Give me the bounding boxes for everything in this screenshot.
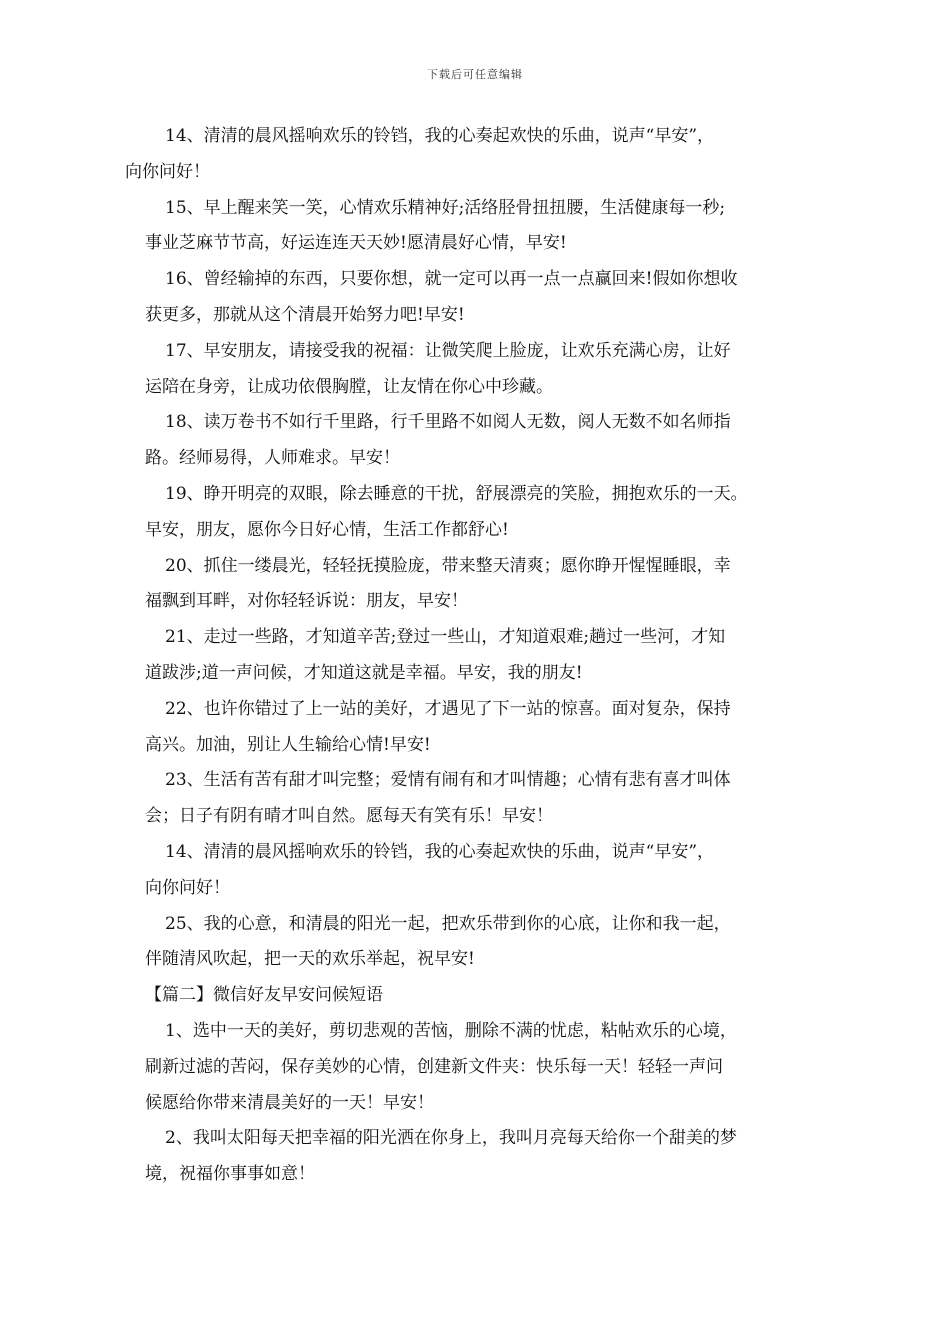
paragraph-22 [145,692,810,764]
paragraph-line: 候愿给你带来清晨美好的一天！早安！ [145,1092,434,1113]
paragraph-line: 22、也许你错过了上一站的美好，才遇见了下一站的惊喜。面对复杂，保持 [165,698,731,719]
paragraph-line: 17、早安朋友，请接受我的祝福：让微笑爬上脸庞，让欢乐充满心房，让好 [165,340,731,361]
paragraph-line: 1、选中一天的美好，剪切悲观的苦恼，删除不满的忧虑，粘帖欢乐的心境， [165,1020,737,1041]
paragraph-line: 高兴。加油，别让人生输给心情!早安! [145,734,431,755]
paragraph-line: 伴随清风吹起，把一天的欢乐举起，祝早安! [145,949,475,970]
document-body [125,119,810,1193]
paragraph-line: 道跋涉;道一声问候，才知道这就是幸福。早安，我的朋友! [145,662,583,683]
paragraph-line: 运陪在身旁，让成功依偎胸膛，让友情在你心中珍藏。 [145,376,553,397]
section-paragraph-1 [145,1014,810,1121]
paragraph-line: 刷新过滤的苦闷，保存美妙的心情，创建新文件夹：快乐每一天！轻轻一声问 [145,1056,723,1077]
paragraph-23 [145,763,810,835]
paragraph-14 [125,119,810,191]
paragraph-line: 18、读万卷书不如行千里路，行千里路不如阅人无数，阅人无数不如名师指 [165,412,731,433]
paragraph-line: 会；日子有阴有晴才叫自然。愿每天有笑有乐！早安！ [145,806,553,827]
paragraph-line: 获更多，那就从这个清晨开始努力吧!早安! [145,304,465,325]
paragraph-line: 向你问好！ [125,161,210,182]
paragraph-line: 14、清清的晨风摇响欢乐的铃铛，我的心奏起欢快的乐曲，说声“早安”， [165,841,715,862]
paragraph-15 [145,191,810,263]
paragraph-line: 福飘到耳畔，对你轻轻诉说：朋友，早安！ [145,591,468,612]
section-heading: 【篇二】微信好友早安问候短语 [145,985,383,1006]
paragraph-20 [145,549,810,621]
paragraph-line: 23、生活有苦有甜才叫完整；爱情有闹有和才叫情趣；心情有悲有喜才叫体 [165,770,731,791]
paragraph-25 [145,907,810,979]
paragraph-19 [145,477,810,549]
paragraph-line: 2、我叫太阳每天把幸福的阳光洒在你身上，我叫月亮每天给你一个甜美的梦 [165,1128,737,1149]
section-paragraph-2 [145,1121,810,1193]
paragraph-17 [145,334,810,406]
paragraph-21 [145,620,810,692]
paragraph-line: 境，祝福你事事如意！ [145,1164,315,1185]
paragraph-line: 事业芝麻节节高，好运连连天天妙!愿清晨好心情，早安! [145,233,567,254]
paragraph-line: 早安，朋友，愿你今日好心情，生活工作都舒心! [145,519,509,540]
paragraph-line: 14、清清的晨风摇响欢乐的铃铛，我的心奏起欢快的乐曲，说声“早安”， [165,126,715,146]
paragraph-16 [145,262,810,334]
paragraph-line: 25、我的心意，和清晨的阳光一起，把欢乐带到你的心底，让你和我一起， [165,913,731,934]
paragraph-line: 20、抓住一缕晨光，轻轻抚摸脸庞，带来整天清爽；愿你睁开惺惺睡眼，幸 [165,555,731,576]
paragraph-14-repeat [145,835,810,907]
paragraph-line: 19、睁开明亮的双眼，除去睡意的干扰，舒展漂亮的笑脸，拥抱欢乐的一天。 [165,483,748,504]
paragraph-18 [145,405,810,477]
paragraph-line: 向你问好！ [145,877,230,898]
paragraph-line: 15、早上醒来笑一笑，心情欢乐精神好;活络胫骨扭扭腰，生活健康每一秒; [165,197,726,218]
page-header: 下载后可任意编辑 [427,68,523,81]
paragraph-line: 路。经师易得，人师难求。早安！ [145,448,400,469]
paragraph-line: 21、走过一些路，才知道辛苦;登过一些山，才知道艰难;趟过一些河，才知 [165,627,726,648]
paragraph-line: 16、曾经输掉的东西，只要你想，就一定可以再一点一点赢回来!假如你想收 [165,269,738,290]
